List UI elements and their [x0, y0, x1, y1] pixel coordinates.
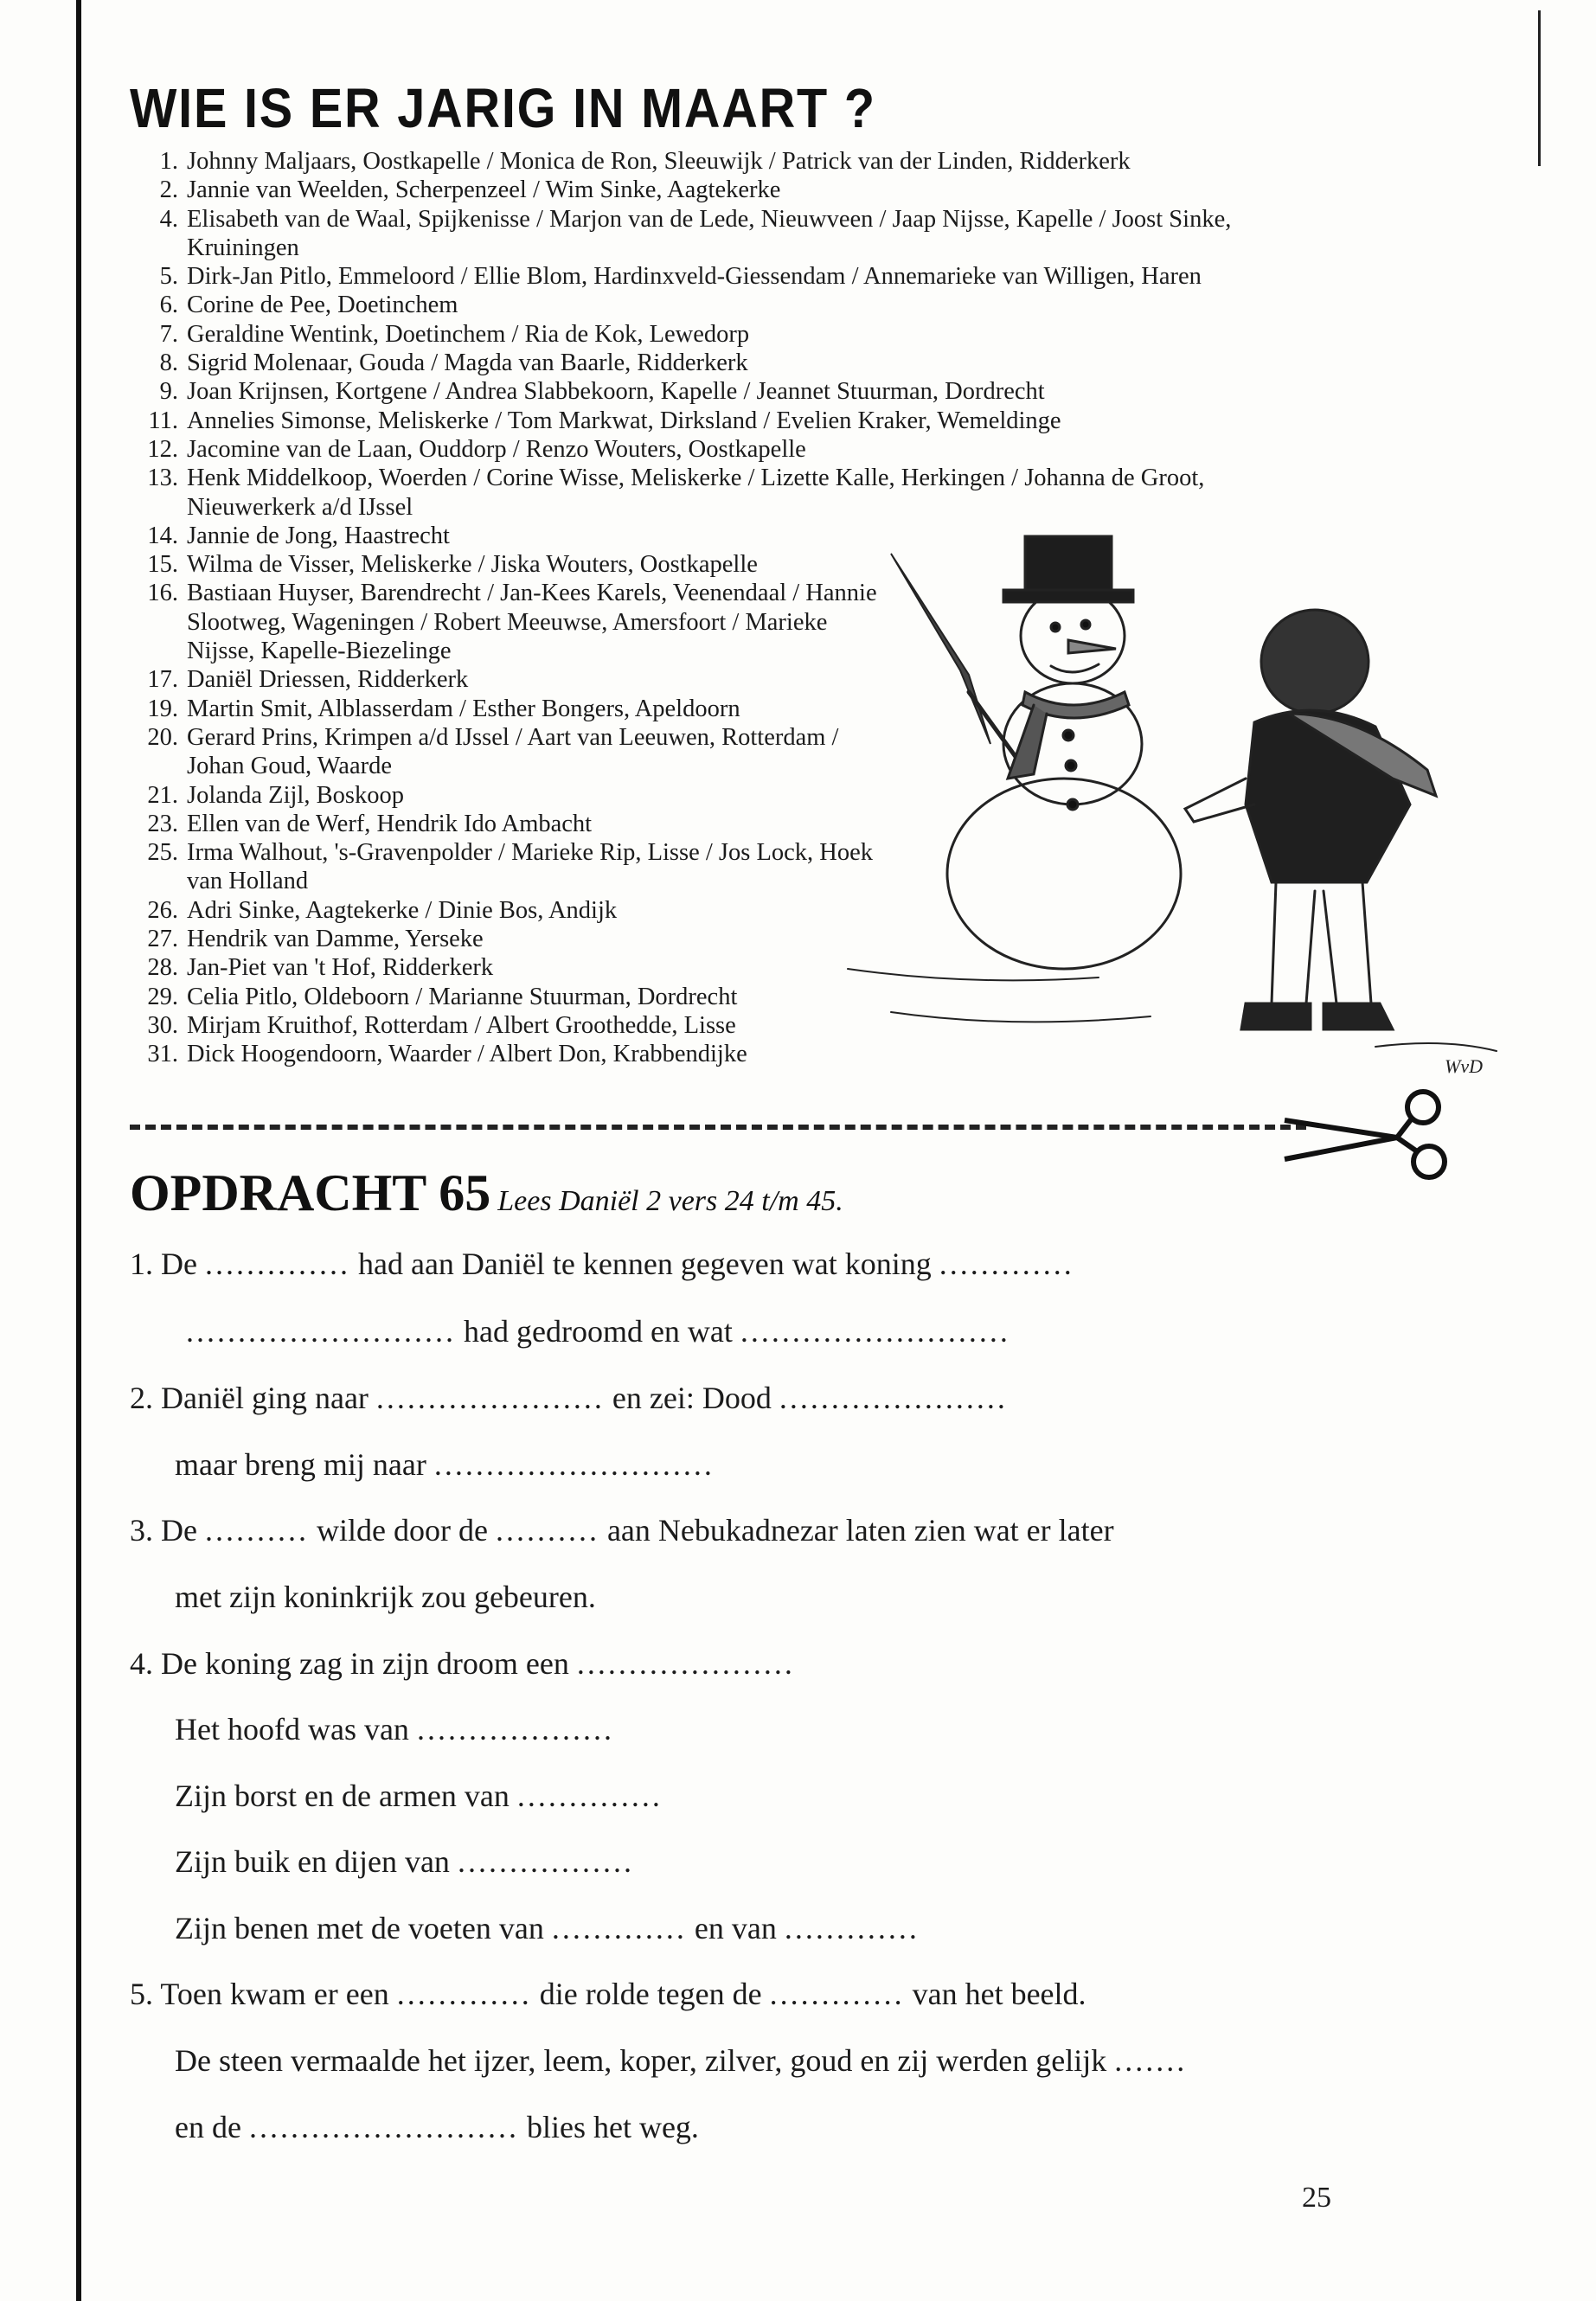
list-item: 21. Jolanda Zijl, Boskoop: [147, 781, 404, 809]
list-item: 14. Jannie de Jong, Haastrecht: [147, 522, 450, 549]
question-3-line-1: 3. De .......... wilde door de .......... aan Nebukadnezar laten zien wat er later: [130, 1513, 1114, 1548]
illustrator-signature: WvD: [1445, 1055, 1483, 1077]
question-4-line-4: Zijn buik en dijen van .................: [175, 1844, 634, 1879]
answer-blank[interactable]: ..........................: [186, 1314, 456, 1349]
list-item: 9. Joan Krijnsen, Kortgene / Andrea Slabbekoorn, Kapelle / Jeannet Stuurman, Dordrecht: [159, 378, 1045, 406]
list-item: 20. Gerard Prins, Krimpen a/d IJssel / Aart van Leeuwen, Rotterdam / Johan Goud, Waarde: [147, 723, 839, 780]
answer-blank[interactable]: ..............: [204, 1247, 350, 1281]
question-1-line-2: .......................... had gedroomd en wat ..........................: [186, 1314, 1010, 1349]
list-item: 1. Johnny Maljaars, Oostkapelle / Monica de Ron, Sleeuwijk / Patrick van der Linden, Ridderkerk: [159, 148, 1131, 175]
list-item: 6. Corine de Pee, Doetinchem: [159, 292, 458, 319]
list-item: 30. Mirjam Kruithof, Rotterdam / Albert Groothedde, Lisse: [147, 1011, 736, 1039]
question-5-line-1: 5. Toen kwam er een ............. die rolde tegen de ............. van het beeld.: [130, 1977, 1086, 2011]
answer-blank[interactable]: .................: [457, 1844, 634, 1879]
list-item: 25. Irma Walhout, 's-Gravenpolder / Marieke Rip, Lisse / Jos Lock, Hoek van Holland: [147, 839, 874, 895]
question-1-line-1: 1. De .............. had aan Daniël te kennen gegeven wat koning .............: [130, 1247, 1074, 1281]
list-item: 15. Wilma de Visser, Meliskerke / Jiska Wouters, Oostkapelle: [147, 551, 758, 579]
assignment-heading: OPDRACHT 65 Lees Daniël 2 vers 24 t/m 45.: [130, 1164, 843, 1221]
answer-blank[interactable]: .............: [939, 1247, 1074, 1281]
list-item: 12. Jacomine van de Laan, Ouddorp / Renzo Wouters, Oostkapelle: [147, 435, 806, 463]
list-item: 27. Hendrik van Damme, Yerseke: [147, 926, 484, 953]
question-5-line-3: en de .......................... blies het weg.: [175, 2110, 699, 2144]
list-item: 31. Dick Hoogendoorn, Waarder / Albert Don, Krabbendijke: [147, 1041, 747, 1068]
answer-blank[interactable]: ..........................: [248, 2110, 519, 2144]
snowman-illustration: [839, 519, 1522, 1090]
answer-blank[interactable]: .............: [396, 1977, 532, 2011]
answer-blank[interactable]: ......................: [779, 1381, 1008, 1415]
answer-blank[interactable]: ..........................: [740, 1314, 1010, 1349]
scissors-icon: [1280, 1086, 1462, 1181]
cut-line: [130, 1125, 1306, 1130]
page-margin-rule: [76, 0, 81, 2301]
list-item: 7. Geraldine Wentink, Doetinchem / Ria de Kok, Lewedorp: [159, 320, 750, 348]
list-item: 19. Martin Smit, Alblasserdam / Esther Bongers, Apeldoorn: [147, 695, 740, 722]
answer-blank[interactable]: .............: [784, 1911, 920, 1945]
answer-blank[interactable]: ...........................: [433, 1447, 715, 1482]
answer-blank[interactable]: .............: [769, 1977, 905, 2011]
list-item: 4. Elisabeth van de Waal, Spijkenisse / Marjon van de Lede, Nieuwveen / Jaap Nijsse, Kapelle / Joost Sinke, Kruiningen: [159, 205, 1232, 261]
page-number: 25: [1302, 2182, 1331, 2214]
answer-blank[interactable]: ..........: [204, 1513, 309, 1548]
question-5-line-2: De steen vermaalde het ijzer, leem, koper, zilver, goud en zij werden gelijk .......: [175, 2043, 1188, 2078]
answer-blank[interactable]: ..............: [516, 1779, 663, 1813]
list-item: 5. Dirk-Jan Pitlo, Emmeloord / Ellie Blom, Hardinxveld-Giessendam / Annemarieke van Willigen, Haren: [159, 263, 1202, 291]
question-4-line-1: 4. De koning zag in zijn droom een .....................: [130, 1646, 795, 1681]
list-item: 2. Jannie van Weelden, Scherpenzeel / Wim Sinke, Aagtekerke: [159, 176, 781, 204]
answer-blank[interactable]: .....................: [576, 1646, 795, 1681]
answer-blank[interactable]: ...................: [416, 1712, 614, 1747]
question-4-line-3: Zijn borst en de armen van ..............: [175, 1779, 663, 1813]
question-2-line-1: 2. Daniël ging naar ...................... en zei: Dood ......................: [130, 1381, 1008, 1415]
answer-blank[interactable]: .......: [1114, 2043, 1188, 2078]
question-4-line-2: Het hoofd was van ...................: [175, 1712, 614, 1747]
list-item: 26. Adri Sinke, Aagtekerke / Dinie Bos, Andijk: [147, 896, 618, 924]
list-item: 8. Sigrid Molenaar, Gouda / Magda van Baarle, Ridderkerk: [159, 349, 748, 377]
page-edge-mark: [1538, 10, 1541, 166]
question-4-line-5: Zijn benen met de voeten van ............. en van .............: [175, 1911, 920, 1945]
page-title: WIE IS ER JARIG IN MAART ?: [130, 77, 876, 139]
list-item: 11. Annelies Simonse, Meliskerke / Tom Markwat, Dirksland / Evelien Kraker, Wemeldinge: [148, 407, 1061, 434]
question-2-line-2: maar breng mij naar ...........................: [175, 1447, 715, 1482]
list-item: 13. Henk Middelkoop, Woerden / Corine Wisse, Meliskerke / Lizette Kalle, Herkingen / Johanna de Groot, Nieuwerkerk a/d IJssel: [147, 465, 1205, 521]
bible-reference: Lees Daniël 2 vers 24 t/m 45.: [497, 1185, 843, 1217]
list-item: 28. Jan-Piet van 't Hof, Ridderkerk: [147, 954, 494, 982]
answer-blank[interactable]: ..........: [495, 1513, 599, 1548]
answer-blank[interactable]: .............: [551, 1911, 687, 1945]
list-item: 16. Bastiaan Huyser, Barendrecht / Jan-Kees Karels, Veenendaal / Hannie Slootweg, Wageningen / Robert Meeuwse, Amersfoort / Marieke Nijsse, Kapelle-Biezelinge: [147, 580, 877, 665]
list-item: 29. Celia Pitlo, Oldeboorn / Marianne Stuurman, Dordrecht: [147, 983, 738, 1010]
list-item: 17. Daniël Driessen, Ridderkerk: [147, 666, 469, 694]
list-item: 23. Ellen van de Werf, Hendrik Ido Ambacht: [147, 810, 593, 837]
question-3-line-2: met zijn koninkrijk zou gebeuren.: [175, 1580, 596, 1614]
answer-blank[interactable]: ......................: [375, 1381, 605, 1415]
